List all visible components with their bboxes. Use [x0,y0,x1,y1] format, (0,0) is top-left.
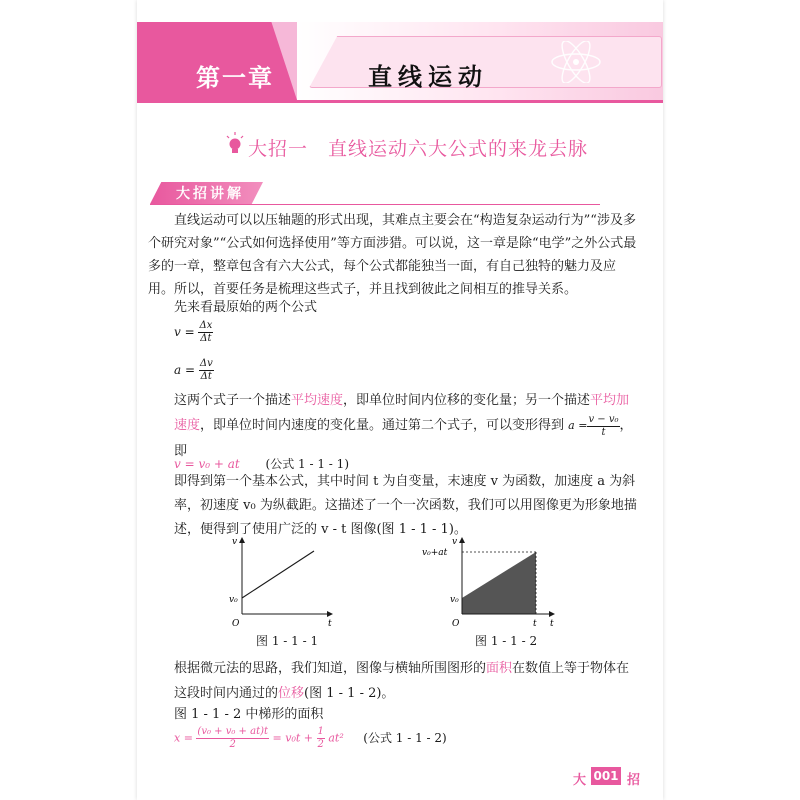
formula-fraction [198,320,213,345]
text-segment: ，即单位时间内速度的变化量。通过第二个式子，可以变形得到 [200,418,565,433]
atom-icon [548,41,604,83]
chapter-title: 直线运动 [368,63,488,91]
formula-average-acceleration [174,358,214,383]
footer-left-char: 大 [573,773,587,788]
origin-label: O [232,619,240,629]
page-number: 001 [591,767,621,785]
formula-tail: at² [328,731,344,745]
fraction-denominator: 2 [229,739,236,750]
highlight-average-acceleration: 平均加速度 [174,393,630,433]
origin-label: O [452,619,460,629]
fraction-denominator: Δt [200,333,212,344]
text-segment: ，即 [174,418,633,459]
formula-half [317,726,325,751]
formula-displacement [174,726,447,751]
displacement-area [462,552,536,614]
highlight-displacement: 位移 [278,686,305,701]
figure-vt-graph [228,534,338,630]
paragraph-microelement [174,656,640,706]
subheading-rule [150,204,600,205]
formula-expression: v = v₀ + at [174,457,240,471]
v0at-label: v₀+at [422,548,448,558]
v0-label: v₀ [450,595,459,605]
paragraph-intro: 直线运动可以以压轴题的形式出现，其难点主要会在“构造复杂运动行为”“涉及多个研究对象”“公式如何选择使用”等方面涉猎。可以说，这一章是除“电学”之外公式最多的一章，整章包含有六大公式，每个公式都能独当一面，有自己独特的魅力及应用。所以，首要任务是梳理这些式子，并且找到彼此之间相互的推导关系。 [148,213,637,297]
section-title: 大招一 直线运动六大公式的来龙去脉 [248,138,589,160]
t-tick-label: t [533,619,537,629]
axis-v-label: v [452,537,458,547]
formula-fraction [587,414,619,439]
fraction-numerator: 1 [317,726,324,737]
formula-label: (公式 1 - 1 - 2) [363,730,447,745]
formula-lhs: v = [174,325,195,339]
figure-1-caption: 图 1 - 1 - 1 [256,634,319,648]
highlight-area: 面积 [486,661,513,676]
paragraph-two-formulas: 先来看最原始的两个公式 [174,300,318,315]
formula-lhs: a = [568,419,588,432]
fraction-numerator: v − v₀ [588,413,619,425]
banner-underline [137,100,663,103]
figure-2-caption: 图 1 - 1 - 2 [475,634,538,648]
fraction-denominator: t [601,426,606,438]
formula-fraction [196,726,269,751]
formula-inline-acceleration [568,413,619,438]
formula-fraction [199,358,214,383]
formula-label: (公式 1 - 1 - 1) [265,457,349,471]
lightbulb-icon [226,132,244,156]
fraction-denominator: 2 [317,739,324,750]
formula-lhs: a = [174,363,196,377]
paragraph-description [174,388,640,464]
velocity-line [242,551,314,598]
text-segment: 在数值上等于物体在这段时间内通过的 [174,661,630,701]
text-segment: ，即单位时间内位移的变化量；另一个描述 [343,393,591,408]
formula-lhs: x = [174,731,193,745]
axis-t-label: t [550,619,554,629]
figure-vt-area-graph [420,534,560,630]
subheading-text: 大招讲解 [176,186,244,202]
formula-average-velocity [174,320,213,345]
paragraph-trapezoid: 图 1 - 1 - 2 中梯形的面积 [174,707,324,722]
fraction-denominator: Δt [200,371,212,382]
highlight-average-velocity: 平均速度 [291,393,344,408]
axis-v-label: v [232,537,238,547]
formula-middle: = v₀t + [272,731,313,745]
text-segment: (图 1 - 1 - 2)。 [304,686,395,701]
fraction-numerator: (v₀ + v₀ + at)t [197,726,269,737]
fraction-numerator: Δv [199,358,213,369]
axis-t-label: t [328,619,332,629]
chapter-number: 第一章 [196,64,274,92]
fraction-numerator: Δx [199,320,213,331]
paragraph-first-formula: 即得到第一个基本公式，其中时间 t 为自变量，末速度 v 为函数，加速度 a 为斜率，初速度 v₀ 为纵截距。这描述了一个一次函数，我们可以用图像更为形象地描述，便得到了使用广泛的 v - t 图像(图 1 - 1 - 1)。 [174,474,637,537]
text-segment: 这两个式子一个描述 [174,393,292,408]
v0-label: v₀ [229,595,238,605]
footer-right-char: 招 [627,773,641,788]
text-segment: 根据微元法的思路，我们知道，图像与横轴所围图形的 [174,661,487,676]
